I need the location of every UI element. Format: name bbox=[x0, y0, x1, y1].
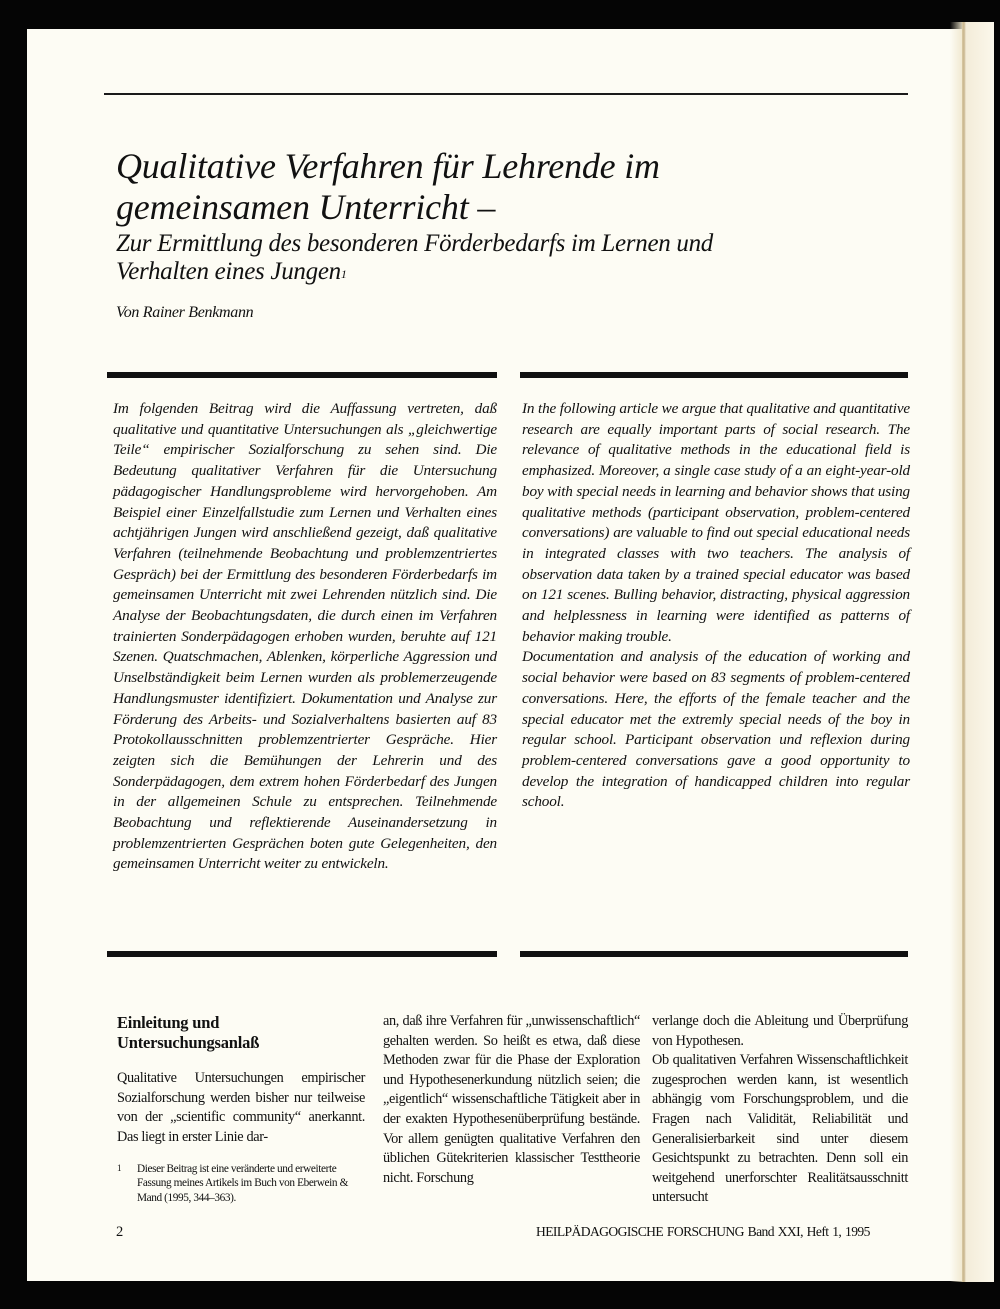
next-page-edge bbox=[962, 22, 994, 1282]
footnote-text: Dieser Beitrag ist eine veränderte und erweiterte Fassung meines Artikels im Buch von Eberwein & Mand (1995, 344–363). bbox=[137, 1163, 348, 1204]
body-column-3-paragraph-2: Ob qualitativen Verfahren Wissenschaftlichkeit zugesprochen werden kann, ist wesentlich abhängig vom Forschungsproblem, und die Fragen nach Validität, Reliabilität und Generalisierbarkeit sind unter diesem Gesichtspunkt zu betrachten. Denn soll ein weitgehend unerforschter Realitätsausschnitt untersucht bbox=[652, 1052, 908, 1206]
article-title bbox=[116, 146, 876, 228]
top-rule bbox=[104, 93, 908, 95]
body-column-1: Qualitative Untersuchungen empirischer Sozialforschung werden bisher nur teilweise von der „scientific community“ anerkannt. Das liegt in erster Linie dar- bbox=[117, 1070, 365, 1145]
abstract-german: Im folgenden Beitrag wird die Auffassung vertreten, daß qualitative und quantitative Untersuchungen als „gleichwertige Teile“ empirischer Sozialforschung zu sehen sind. Die Bedeutung qualitativer Verfahren für die Untersuchung pädagogischer Handlungsprobleme wird hervorgehoben. Am Beispiel einer Einzelfallstudie zum Lernen und Verhalten eines achtjährigen Jungen wird anschließend gezeigt, daß qualitative Verfahren (teilnehmende Beobachtung und problemzentriertes Gespräch) bei der Ermittlung des besonderen Förderbedarfs im gemeinsamen Unterricht mit zwei Lehrenden nützlich sind. Die Analyse der Beobachtungsdaten, die durch einen im Verfahren trainierten Sonderpädagogen erhoben wurden, beruhte auf 121 Szenen. Quatschmachen, Ablenken, körperliche Aggression und Unselbständigkeit beim Lernen wurden als problemerzeugende Handlungsmuster identifiziert. Dokumentation und Analyse zur Förderung des Arbeits- und Sozialverhaltens basierten auf 83 Protokollausschnitten problemzentrierter Gespräche. Hier zeigten sich die Bemühungen der Lehrerin und des Sonderpädagogen, dem extrem hohen Förderbedarf des Jungen in der allgemeinen Schule zu entsprechen. Teilnehmende Beobachtung und reflektierende Auseinandersetzung in problemzentrierten Gesprächen boten gute Gelegenheiten, den gemeinsamen Unterricht weiter zu entwickeln. bbox=[113, 400, 497, 873]
title-line-1: Qualitative Verfahren für Lehrende im bbox=[116, 146, 660, 186]
author-byline: Von Rainer Benkmann bbox=[116, 304, 254, 321]
body-column-3 bbox=[652, 1012, 908, 1208]
abstract-english-paragraph-1: In the following article we argue that qualitative and quantitative research are equally important parts of social research. The relevance of qualitative methods in the educational field is emphasized. Moreover, a single case study of a an eight-year-old boy with special needs in learning and behavior shows that using qualitative methods (participant observation, problem-centered conversations) are valuable to find out special educational needs in integrated classes with two teachers. The analysis of observation data taken by a trained special educator was based on 121 scenes. Bulling behavior, distracting, physical aggression and helplessness in learning were identified as patterns of behavior making trouble. bbox=[522, 400, 911, 645]
footnote bbox=[117, 1162, 365, 1205]
subtitle-line-2: Verhalten eines Jungen bbox=[116, 258, 341, 285]
footnote-mark: 1 bbox=[117, 1163, 122, 1173]
body-column-3-paragraph-1: verlange doch die Ableitung und Überprüfung von Hypothesen. bbox=[652, 1013, 908, 1049]
footnote-reference[interactable]: 1 bbox=[340, 267, 347, 281]
article-subtitle bbox=[116, 230, 876, 286]
journal-footer: HEILPÄDAGOGISCHE FORSCHUNG Band XXI, Heft 1, 1995 bbox=[536, 1224, 870, 1239]
section-heading-line-2: Untersuchungsanlaß bbox=[117, 1033, 260, 1052]
abstract-rule-top-left bbox=[107, 372, 497, 378]
abstract-english-paragraph-2: Documentation and analysis of the education of working and social behavior were based on 83 segments of problem-centered conversations. Here, the efforts of the female teacher and the special educator met the extremly special needs of the boy in regular school. Participant observation und reflexion during problem-centered conversations gave a good opportunity to develop the integration of handicapped children into regular school. bbox=[522, 648, 910, 811]
abstract-rule-top-right bbox=[520, 372, 908, 378]
title-line-2: gemeinsamen Unterricht – bbox=[116, 187, 496, 227]
title-block bbox=[116, 146, 876, 286]
abstract-rule-bottom-right bbox=[520, 951, 908, 957]
section-heading-line-1: Einleitung und bbox=[117, 1013, 220, 1032]
abstract-english bbox=[522, 399, 910, 813]
subtitle-line-1: Zur Ermittlung des besonderen Förderbedarfs im Lernen und bbox=[116, 230, 713, 257]
page-number: 2 bbox=[116, 1224, 124, 1240]
section-heading bbox=[117, 1013, 367, 1053]
abstract-rule-bottom-left bbox=[107, 951, 497, 957]
body-column-2: an, daß ihre Verfahren für „unwissenschaftlich“ gehalten werden. So heißt es etwa, daß diese Methoden zwar für die Phase der Exploration und Hypothesenerkundung nützlich seien; die „eigentlich“ wissenschaftliche Tätigkeit aber in der exakten Hypothesenüberprüfung bestände. Vor allem genügten qualitative Verfahren den üblichen Gütekriterien klassischer Testtheorie nicht. Forschung bbox=[383, 1013, 640, 1186]
